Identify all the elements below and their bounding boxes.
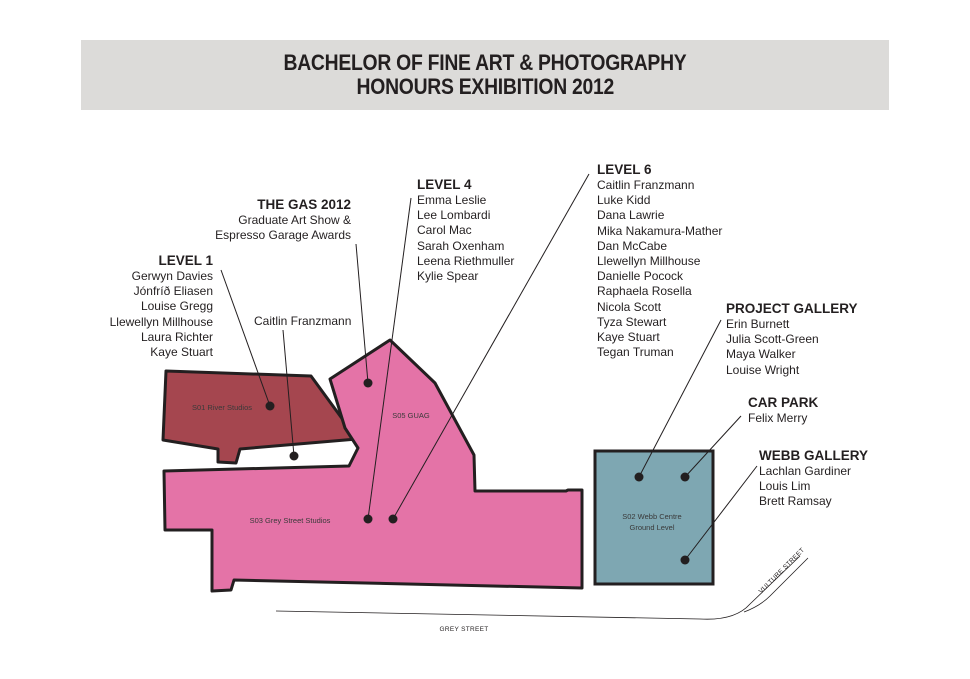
artist-name: Mika Nakamura-Mather <box>597 223 723 238</box>
artist-name: Dan McCabe <box>597 238 668 253</box>
project-gallery-title: PROJECT GALLERY <box>726 301 858 316</box>
artist-name: Lachlan Gardiner <box>759 464 852 478</box>
location-dot-level4[interactable] <box>364 515 373 524</box>
webb-gallery-title: WEBB GALLERY <box>759 448 868 463</box>
location-dot-level6[interactable] <box>389 515 398 524</box>
title-line-1: BACHELOR OF FINE ART & PHOTOGRAPHY <box>283 50 687 75</box>
artist-name: Carol Mac <box>417 223 472 238</box>
car-park-title: CAR PARK <box>748 395 819 410</box>
artist-name: Julia Scott-Green <box>726 332 819 347</box>
artist-name: Llewellyn Millhouse <box>109 314 213 329</box>
artist-name: Lee Lombardi <box>417 208 491 223</box>
level6-title: LEVEL 6 <box>597 162 652 177</box>
artist-name: Raphaela Rosella <box>597 284 692 299</box>
artist-name: Nicola Scott <box>597 299 662 314</box>
artist-name: Laura Richter <box>140 329 213 344</box>
artist-name: Danielle Pocock <box>597 269 684 284</box>
river-studios-label: S01 River Studios <box>191 403 253 412</box>
artist-name: Emma Leslie <box>417 193 487 207</box>
artist-name: Leena Riethmuller <box>417 253 515 268</box>
artist-name: Louis Lim <box>759 479 811 494</box>
webb-centre-label: S02 Webb Centre <box>622 512 682 521</box>
guag-label: S05 GUAG <box>392 411 430 420</box>
level4-title: LEVEL 4 <box>417 177 472 192</box>
gas-subtitle-1: Graduate Art Show & <box>238 213 351 227</box>
artist-name: Tegan Truman <box>597 345 674 360</box>
artist-name: Maya Walker <box>726 347 796 362</box>
artist-name: Kaye Stuart <box>597 330 660 345</box>
car-park-callout <box>748 394 818 426</box>
artist-name: Jónfríð Eliasen <box>133 284 213 299</box>
level6-callout <box>597 161 722 360</box>
artist-name: Kaye Stuart <box>150 345 213 360</box>
artist-name: Caitlin Franzmann <box>254 314 352 328</box>
river-studios-building[interactable] <box>163 371 357 463</box>
location-dot-gas[interactable] <box>364 379 373 388</box>
grey-street-label: GREY STREET <box>439 626 489 633</box>
artist-name: Gerwyn Davies <box>131 269 213 283</box>
location-dot-carpark[interactable] <box>681 473 690 482</box>
artist-name: Sarah Oxenham <box>417 238 505 253</box>
grey-street-studios-label: S03 Grey Street Studios <box>249 516 331 525</box>
artist-name: Tyza Stewart <box>597 314 667 329</box>
vulture-street-curb <box>744 558 808 612</box>
location-dot-level1[interactable] <box>266 402 275 411</box>
location-dot-webb[interactable] <box>681 556 690 565</box>
location-dot-project[interactable] <box>635 473 644 482</box>
artist-name: Llewellyn Millhouse <box>597 254 701 269</box>
artist-name: Felix Merry <box>748 411 808 425</box>
artist-name: Brett Ramsay <box>759 494 832 509</box>
webb-gallery-callout <box>759 447 868 510</box>
gas-callout <box>215 196 351 243</box>
caitlin-callout <box>254 314 351 329</box>
webb-centre-level-label: Ground Level <box>629 523 675 532</box>
level1-title: LEVEL 1 <box>158 253 213 268</box>
level4-callout <box>417 176 514 284</box>
artist-name: Louise Wright <box>726 362 800 377</box>
level1-callout <box>110 252 213 360</box>
artist-name: Kylie Spear <box>417 269 479 284</box>
title-line-2: HONOURS EXHIBITION 2012 <box>356 74 614 99</box>
artist-name: Dana Lawrie <box>597 208 665 223</box>
gas-subtitle-2: Espresso Garage Awards <box>215 228 351 243</box>
gas-title: THE GAS 2012 <box>257 197 351 212</box>
artist-name: Caitlin Franzmann <box>597 178 695 192</box>
artist-name: Erin Burnett <box>726 317 790 331</box>
artist-name: Louise Gregg <box>140 299 213 314</box>
vulture-street-label: VULTURE STREET <box>757 546 807 596</box>
location-dot-caitlin[interactable] <box>290 452 299 461</box>
artist-name: Luke Kidd <box>597 193 651 208</box>
project-gallery-callout <box>726 300 858 378</box>
